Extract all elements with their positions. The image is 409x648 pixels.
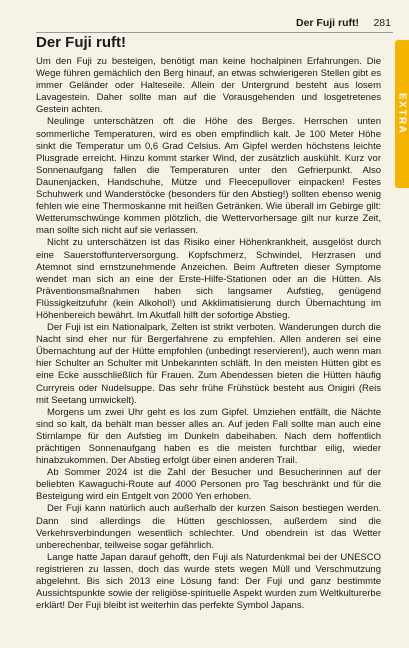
paragraph-summit-ascent: Morgens um zwei Uhr geht es los zum Gipfel. Umziehen entfällt, die Nächte sind so kalt, da behält man besser alles an. Auf jeden Fall sollte man auch eine Stirnlampe für den Aufstieg im Dunkeln dabeihaben. Nach dem hoffentlich prächtigen Sonnenaufgang haben es die meisten furchtbar eilig, wieder hinabzukommen. Der Abstieg erfolgt über einen anderen Trail. [36, 406, 381, 467]
paragraph-off-season: Der Fuji kann natürlich auch außerhalb der kurzen Saison bestiegen werden. Dann sind allerdings die Hütten geschlossen, außerdem sind die Verkehrsverbindungen wesentlich schlechter. Und obendrein ist das Wetter unberechenbar, teilweise sogar gefährlich. [36, 503, 381, 551]
paragraph-temperature: Neulinge unterschätzen oft die Höhe des Berges. Herrschen unten sommerliche Temperaturen, wird es oben empfindlich kalt. Je 100 Meter Höhe sinkt die Temperatur um 0,6 Grad Celsius. Am Gipfel werden höchstens leichte Plusgrade erreicht. Hinzu kommt starker Wind, der zusätzlich auskühlt. Kurz vor Sonnenaufgang fallen die Temperaturen unter den Gefrierpunkt. Also Daunenjacken, Handschuhe, Mütze und Fleecepullover einpacken! Festes Schuhwerk und Wanderstöcke (besonders für den Abstieg!) sollten ebenso wenig fehlen wie eine Thermoskanne mit heißen Getränken. Wie überall im Gebirge gilt: Wetterumschwünge kommen plötzlich, die Wettervorhersage gilt nur kurze Zeit, man sollte sich nicht auf sie verlassen. [36, 116, 381, 237]
paragraph-visitor-limit: Ab Sommer 2024 ist die Zahl der Besucher und Besucherinnen auf der beliebten Kawaguchi-Route auf 4000 Personen pro Tag beschränkt und für die Besteigung wird ein Entgelt von 2000 Yen erhoben. [36, 467, 381, 503]
page-number: 281 [373, 17, 391, 29]
article-body [36, 56, 381, 612]
article-title: Der Fuji ruft! [36, 34, 126, 51]
paragraph-intro: Um den Fuji zu besteigen, benötigt man keine hochalpinen Erfahrungen. Die Wege führen gemächlich den Berg hinauf, an etwas schwierigeren Stellen gibt es immer Geländer oder Halteseile. Allein der Untergrund besteht aus losem Lavagestein. Daher sollte man auf die Vorausgehenden und losgetretenes Gestein achten. [36, 56, 381, 116]
running-header [36, 14, 393, 33]
running-title: Der Fuji ruft! [296, 17, 359, 29]
paragraph-altitude-sickness: Nicht zu unterschätzen ist das Risiko einer Höhenkrankheit, ausgelöst durch eine Sauerstoffunterversorgung. Kopfschmerz, Schwindel, Herzrasen und Atemnot sind ernstzunehmende Anzeichen. Beim Auftreten dieser Symptome wendet man sich an eine der Erste-Hilfe-Stationen oder an die Hütten. Als Präventionsmaßnahmen haben sich langsamer Aufstieg, genügend Flüssigkeitzufuhr (kein Alkohol!) und Akklimatisierung durch Übernachtung im Höhenbereich bewährt. Im Akutfall hilft der sofortige Abstieg. [36, 237, 381, 321]
paragraph-national-park: Der Fuji ist ein Nationalpark, Zelten ist strikt verboten. Wanderungen durch die Nacht sind eher nur für Bergerfahrene zu empfehlen. Allen anderen sei eine Übernachtung auf der Hütte empfohlen (unbedingt reservieren!), auch wenn man hier Schulter an Schulter mit Unbekannten schläft. In den meisten Hütten gibt es eine Ecke ausschließlich für Frauen. Zum Abendessen bieten die Hütten häufig Curryreis oder Nudelsuppe. Das sehr frühe Frühstück besteht aus Onigiri (Reis mit Seetang umwickelt). [36, 322, 381, 406]
paragraph-unesco: Lange hatte Japan darauf gehofft, den Fuji als Naturdenkmal bei der UNESCO registrieren zu lassen, doch das wurde stets wegen Müll und Verschmutzung abgelehnt. Bis sich 2013 eine Lösung fand: Der Fuji und ganz bestimmte Aussichtspunkte sowie der religiöse-spirituelle Aspekt wurden zum Weltkulturerbe erklärt! Der Fuji bleibt ist weiterhin das perfekte Symbol Japans. [36, 551, 381, 612]
extra-tab-label: EXTRA [396, 93, 408, 135]
extra-side-tab [395, 40, 409, 188]
